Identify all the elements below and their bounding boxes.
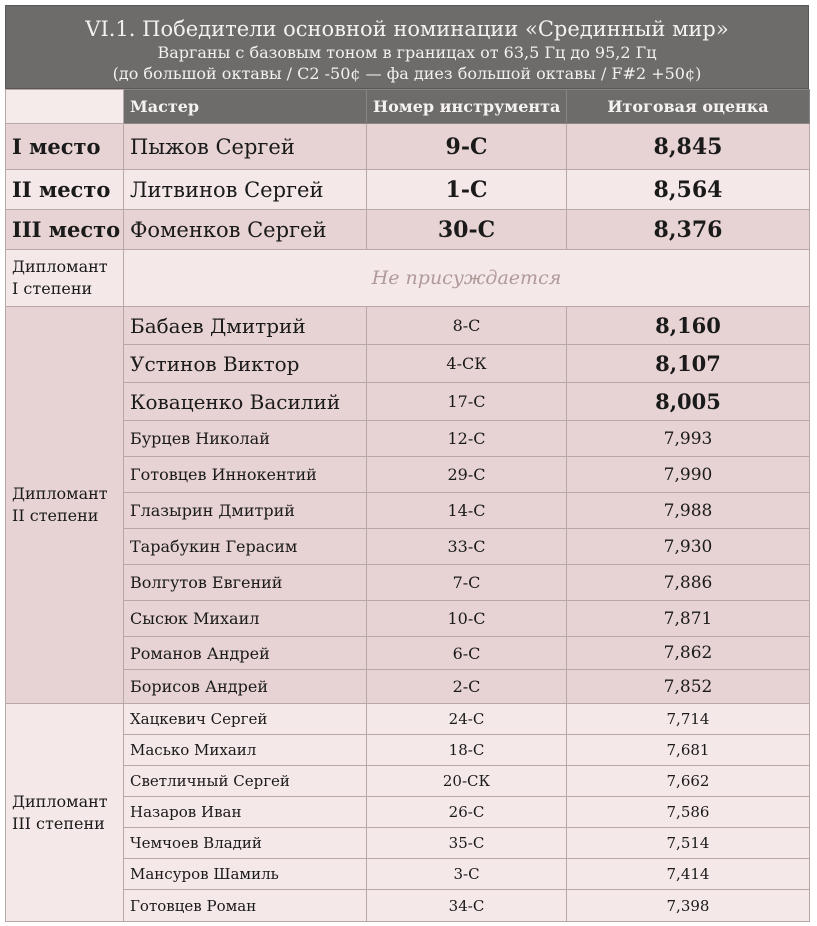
column-header-number: Номер инструмента (367, 90, 567, 124)
master-name: Романов Андрей (124, 637, 367, 670)
final-score: 7,852 (567, 670, 810, 704)
final-score: 7,988 (567, 493, 810, 529)
diploma3-label: Дипломант III степени (6, 704, 124, 922)
table-subtitle-range: (до большой октавы / C2 -50¢ — фа диез большой октавы / F#2 +50¢) (112, 64, 702, 83)
instrument-number: 10-С (367, 601, 567, 637)
final-score: 8,107 (567, 345, 810, 383)
place-label: III место (6, 210, 124, 250)
instrument-number: 17-С (367, 383, 567, 421)
final-score: 7,993 (567, 421, 810, 457)
final-score: 7,886 (567, 565, 810, 601)
master-name: Волгутов Евгений (124, 565, 367, 601)
instrument-number: 30-С (367, 210, 567, 250)
diploma2-row (6, 565, 810, 601)
final-score: 7,930 (567, 529, 810, 565)
place-label: I место (6, 124, 124, 170)
diploma3-row (6, 735, 810, 766)
instrument-number: 33-С (367, 529, 567, 565)
diploma2-label: Дипломант II степени (6, 307, 124, 704)
master-name: Чемчоев Владий (124, 828, 367, 859)
instrument-number: 14-С (367, 493, 567, 529)
master-name: Фоменков Сергей (124, 210, 367, 250)
master-name: Светличный Сергей (124, 766, 367, 797)
instrument-number: 24-С (367, 704, 567, 735)
master-name: Глазырин Дмитрий (124, 493, 367, 529)
diploma1-row (6, 250, 810, 307)
diploma2-row (6, 383, 810, 421)
place-label: II место (6, 170, 124, 210)
master-name: Борисов Андрей (124, 670, 367, 704)
diploma2-row (6, 493, 810, 529)
column-header-empty (6, 90, 124, 124)
master-name: Готовцев Роман (124, 890, 367, 922)
diploma3-row (6, 766, 810, 797)
final-score: 7,862 (567, 637, 810, 670)
instrument-number: 35-С (367, 828, 567, 859)
final-score: 7,714 (567, 704, 810, 735)
master-name: Сысюк Михаил (124, 601, 367, 637)
column-header-master: Мастер (124, 90, 367, 124)
instrument-number: 29-С (367, 457, 567, 493)
diploma2-row (6, 345, 810, 383)
diploma1-note: Не присуждается (124, 250, 810, 307)
master-name: Масько Михаил (124, 735, 367, 766)
master-name: Готовцев Иннокентий (124, 457, 367, 493)
final-score: 7,514 (567, 828, 810, 859)
final-score: 7,681 (567, 735, 810, 766)
instrument-number: 1-С (367, 170, 567, 210)
final-score: 7,414 (567, 859, 810, 890)
diploma3-row (6, 797, 810, 828)
instrument-number: 3-С (367, 859, 567, 890)
diploma3-row (6, 890, 810, 922)
diploma2-row (6, 457, 810, 493)
instrument-number: 20-СК (367, 766, 567, 797)
diploma2-row (6, 601, 810, 637)
final-score: 7,586 (567, 797, 810, 828)
place-row-1 (6, 124, 810, 170)
results-sheet (5, 5, 809, 922)
master-name: Устинов Виктор (124, 345, 367, 383)
instrument-number: 34-С (367, 890, 567, 922)
diploma3-row (6, 859, 810, 890)
diploma2-row (6, 670, 810, 704)
master-name: Хацкевич Сергей (124, 704, 367, 735)
master-name: Назаров Иван (124, 797, 367, 828)
master-name: Коваценко Василий (124, 383, 367, 421)
instrument-number: 4-СК (367, 345, 567, 383)
final-score: 8,005 (567, 383, 810, 421)
final-score: 8,160 (567, 307, 810, 345)
diploma1-label: Дипломант I степени (6, 250, 124, 307)
master-name: Тарабукин Герасим (124, 529, 367, 565)
instrument-number: 6-С (367, 637, 567, 670)
master-name: Бабаев Дмитрий (124, 307, 367, 345)
place-row-2 (6, 170, 810, 210)
final-score: 7,662 (567, 766, 810, 797)
instrument-number: 26-С (367, 797, 567, 828)
instrument-number: 8-С (367, 307, 567, 345)
table-title: VI.1. Победители основной номинации «Срединный мир» (85, 17, 729, 41)
instrument-number: 12-С (367, 421, 567, 457)
column-header-row (6, 90, 810, 124)
final-score: 8,845 (567, 124, 810, 170)
final-score: 7,871 (567, 601, 810, 637)
master-name: Мансуров Шамиль (124, 859, 367, 890)
diploma2-row (6, 529, 810, 565)
diploma2-row (6, 637, 810, 670)
instrument-number: 2-С (367, 670, 567, 704)
master-name: Пыжов Сергей (124, 124, 367, 170)
place-row-3 (6, 210, 810, 250)
instrument-number: 7-С (367, 565, 567, 601)
master-name: Литвинов Сергей (124, 170, 367, 210)
final-score: 8,564 (567, 170, 810, 210)
final-score: 8,376 (567, 210, 810, 250)
table-header (5, 5, 809, 89)
diploma2-row (6, 307, 810, 345)
results-table (5, 89, 810, 922)
column-header-score: Итоговая оценка (567, 90, 810, 124)
final-score: 7,398 (567, 890, 810, 922)
final-score: 7,990 (567, 457, 810, 493)
diploma2-row (6, 421, 810, 457)
table-subtitle: Варганы с базовым тоном в границах от 63,5 Гц до 95,2 Гц (157, 43, 657, 62)
diploma3-row (6, 704, 810, 735)
instrument-number: 9-С (367, 124, 567, 170)
master-name: Бурцев Николай (124, 421, 367, 457)
diploma3-row (6, 828, 810, 859)
instrument-number: 18-С (367, 735, 567, 766)
